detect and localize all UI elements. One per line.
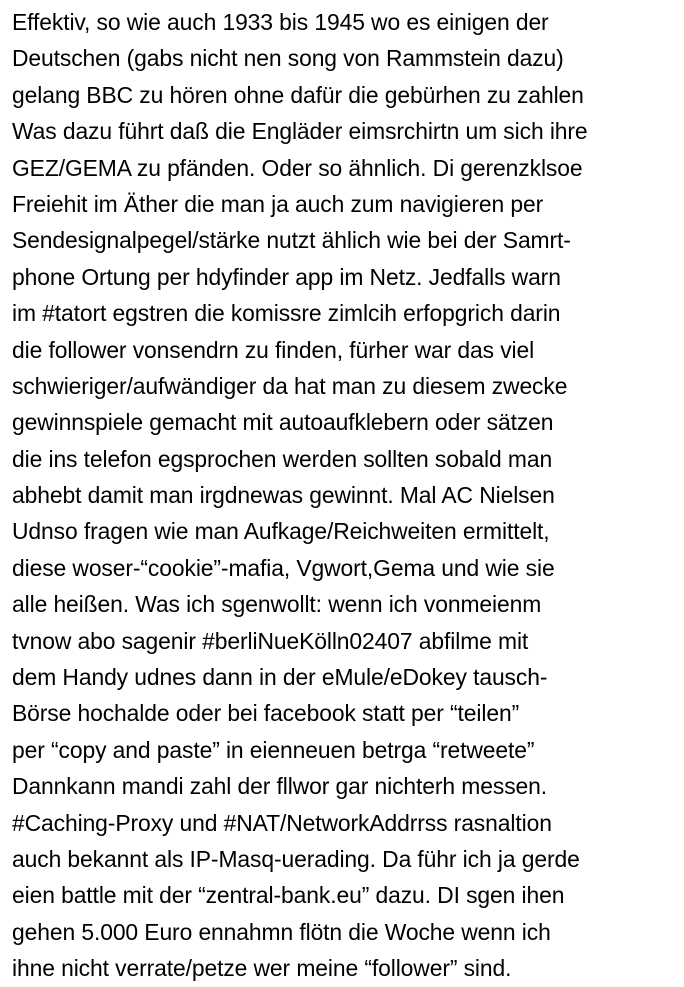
text-line: tvnow abo sagenir #berliNueKölln02407 abfilme mit: [12, 627, 529, 654]
text-line: auch bekannt als IP-Masq-uerading. Da führ ich ja gerde: [12, 845, 580, 872]
text-line: Effektiv, so wie auch 1933 bis 1945 wo es einigen der: [12, 9, 549, 35]
text-line: die follower vonsendrn zu finden, fürher war das viel: [12, 336, 535, 363]
text-line: Deutschen (gabs nicht nen song von Rammstein dazu): [12, 45, 564, 72]
text-line: Börse hochalde oder bei facebook statt per “teilen”: [12, 700, 520, 727]
text-line: gewinnspiele gemacht mit autoaufklebern oder sätzen: [12, 409, 554, 436]
text-line: gelang BBC zu hören ohne dafür die gebürhen zu zahlen: [12, 81, 584, 108]
text-line: per “copy and paste” in eienneuen betrga “retweete”: [12, 736, 535, 763]
text-line: Dannkann mandi zahl der fllwor gar nichterh messen.: [12, 773, 548, 800]
text-line: alle heißen. Was ich sgenwollt: wenn ich vonmeienm: [12, 591, 542, 618]
text-line: diese woser-“cookie”-mafia, Vgwort,Gema und wie sie: [12, 554, 555, 581]
text-line: im #tatort egstren die komissre zimlcih erfopgrich darin: [12, 300, 561, 327]
text-line: #Caching-Proxy und #NAT/NetworkAddrrss rasnaltion: [12, 809, 552, 836]
text-line: Sendesignalpegel/stärke nutzt ählich wie bei der Samrt-: [12, 227, 571, 254]
text-line: abhebt damit man irgdnewas gewinnt. Mal AC Nielsen: [12, 482, 555, 509]
text-line: Was dazu führt daß die Engläder eimsrchirtn um sich ihre: [12, 118, 588, 145]
text-line: schwieriger/aufwändiger da hat man zu diesem zwecke: [12, 372, 568, 399]
text-line: dem Handy udnes dann in der eMule/eDokey tausch-: [12, 664, 548, 691]
text-line: die ins telefon egsprochen werden sollten sobald man: [12, 445, 553, 472]
body-text: [12, 4, 680, 987]
text-line: Udnso fragen wie man Aufkage/Reichweiten ermittelt,: [12, 518, 550, 545]
text-line: ihne nicht verrate/petze wer meine “follower” sind.: [12, 955, 512, 982]
text-line: eien battle mit der “zentral-bank.eu” dazu. DI sgen ihen: [12, 882, 565, 909]
text-line: phone Ortung per hdyfinder app im Netz. Jedfalls warn: [12, 263, 561, 290]
text-line: gehen 5.000 Euro ennahmn flötn die Woche wenn ich: [12, 918, 551, 945]
text-line: GEZ/GEMA zu pfänden. Oder so ähnlich. Di gerenzklsoe: [12, 154, 583, 181]
text-line: Freiehit im Äther die man ja auch zum navigieren per: [12, 190, 544, 217]
